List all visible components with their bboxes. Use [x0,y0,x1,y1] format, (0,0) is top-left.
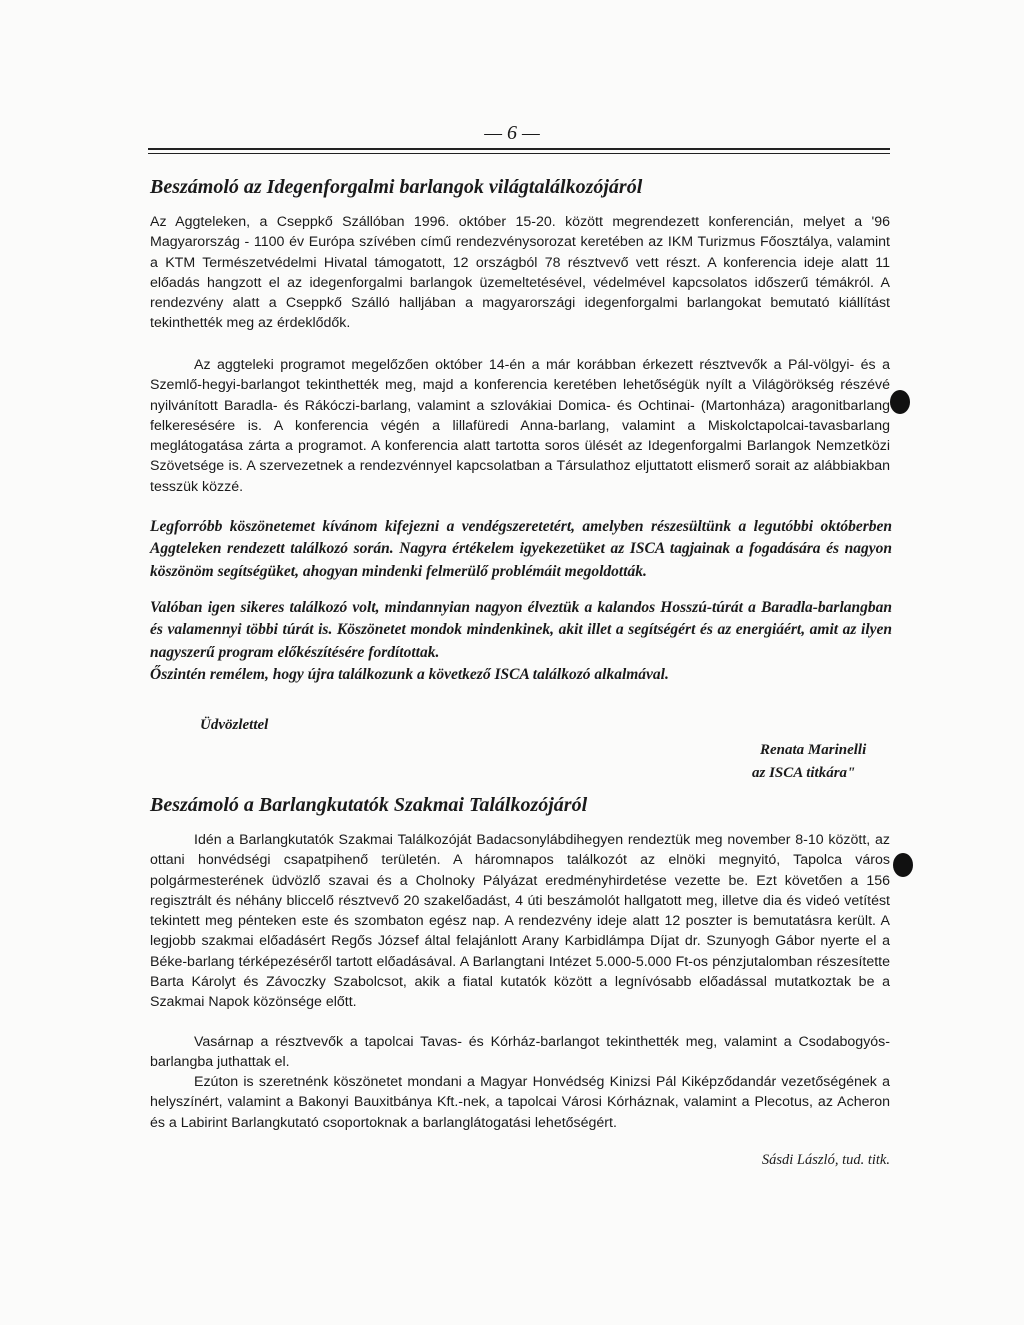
letter-signature-name: Renata Marinelli [760,742,867,758]
header-rule-thin [148,153,890,154]
letter-greeting: Üdvözlettel [200,717,269,733]
punch-hole [890,390,910,414]
article-paragraph: Ezúton is szeretnénk köszönetet mondani a Magyar Honvédség Kinizsi Pál Kiképződandár vezetőségének a helyszínért, valamint a Bakonyi Bauxitbánya Kft.-nek, a tapolcai Városi Kórháznak, valamint a Plecotus, az Acheron és a Labirint Barlangkutató csoportoknak a barlanglátogatási lehetőségért. [150,1074,890,1131]
page-number: — 6 — [484,122,540,144]
article-paragraph: Vasárnap a résztvevők a tapolcai Tavas- és Kórház-barlangot tekinthették meg, valamint a Csodabogyós-barlangba juthattak el. [150,1034,890,1071]
letter-paragraph: Legforróbb köszönetemet kívánom kifejezni a vendégszeretetért, amelyben részesültünk a legutóbbi októberben Aggteleken rendezett találkozó során. Nagyra értékelem igyekezetüket az ISCA tagjainak a fogadására és nagyon köszönöm segítségüket, ahogyan mindenki felmerülő problémáit megoldották. [150,518,892,580]
article-paragraph: Az aggteleki programot megelőzően október 14-én a már korábban érkezett résztvevők a Pál-völgyi- és a Szemlő-hegyi-barlangot tekinthették meg, majd a konferencia keretében lehetőségük nyílt a Világörökség részévé nyilvánított Baradla- és Rákóczi-barlang, valamint a szlovákiai Domica- és Ochtinai- (Martonháza) aragonitbarlang felkeresésére is. A konferencia végén a lillafüredi Anna-barlang, valamint a Miskolctapolcai-tavasbarlang meglátogatása zárta a programot. A konferencia alatt tartotta soros ülését az Idegenforgalmi Barlangok Nemzetközi Szövetsége is. A szervezetnek a rendezvénnyel kapcsolatban a Társulathoz eljuttatott elismerő sorait az alábbiakban tesszük közzé. [150,357,890,495]
article-signature: Sásdi László, tud. titk. [761,1152,890,1168]
article-title: Beszámoló az Idegenforgalmi barlangok világtalálkozójáról [150,176,643,198]
header-rule [148,148,890,150]
letter-paragraph: Őszintén remélem, hogy újra találkozunk a következő ISCA találkozó alkalmával. [150,666,669,683]
article-title: Beszámoló a Barlangkutatók Szakmai Találkozójáról [150,794,588,816]
article-paragraph: Az Aggteleken, a Cseppkő Szállóban 1996. október 15-20. között megrendezett konferencián, melyet a '96 Magyarország - 1100 év Európa szívében című rendezvénysorozat keretében az IKM Turizmus Főosztálya, valamint a KTM Természetvédelmi Hivatal támogatott, 12 országból 78 résztvevő vett részt. A konferencia ideje alatt 11 előadás hangzott el az idegenforgalmi barlangok üzemeltetésével, védelmével kapcsolatos időszerű témákról. A rendezvény alatt a Cseppkő Szálló halljában a magyarországi idegenforgalmi barlangokat bemutató kiállítást tekinthették meg az érdeklődők. [150,214,890,332]
punch-hole [893,853,913,877]
letter-paragraph: Valóban igen sikeres találkozó volt, mindannyian nagyon élveztük a kalandos Hosszú-túrát a Baradla-barlangban és valamennyi többi túrát is. Köszönetet mondok mindenkinek, akit illet a segítségért és az energiáért, amit az ilyen nagyszerű program előkészítésére fordítottak. [150,599,892,661]
article-paragraph: Idén a Barlangkutatók Szakmai Találkozóját Badacsonylábdihegyen rendeztük meg november 8-10 között, az ottani honvédségi csapatpihenő területén. A háromnapos találkozót az elnöki megnyitó, Tapolca város polgármesterének üdvözlő szavai és a Cholnoky Pályázat eredményhirdetése vezette be. Ezt követően a 156 regisztrált és néhány bliccelő résztvevő 20 szakelőadást, 4 úti beszámolót hallgatott meg, illetve dia és videó vetítést tekintett meg pénteken este és szombaton egész nap. A rendezvény ideje alatt 12 poszter is bemutatásra került. A legjobb szakmai előadásért Regős József által felajánlott Arany Karbidlámpa Díjat dr. Szunyogh Gábor nyerte el a Béke-barlang térképezéséről tartott előadásával. A Barlangtani Intézet 5.000-5.000 Ft-os pénzjutalomban részesítette Barta Károlyt és Závoczky Szabolcsot, akik a fiatal kutatók között a legnívósabb előadással mutatkoztak be a Szakmai Napok közönsége előtt. [150,832,890,1011]
letter-signature-role: az ISCA titkára" [752,765,856,781]
